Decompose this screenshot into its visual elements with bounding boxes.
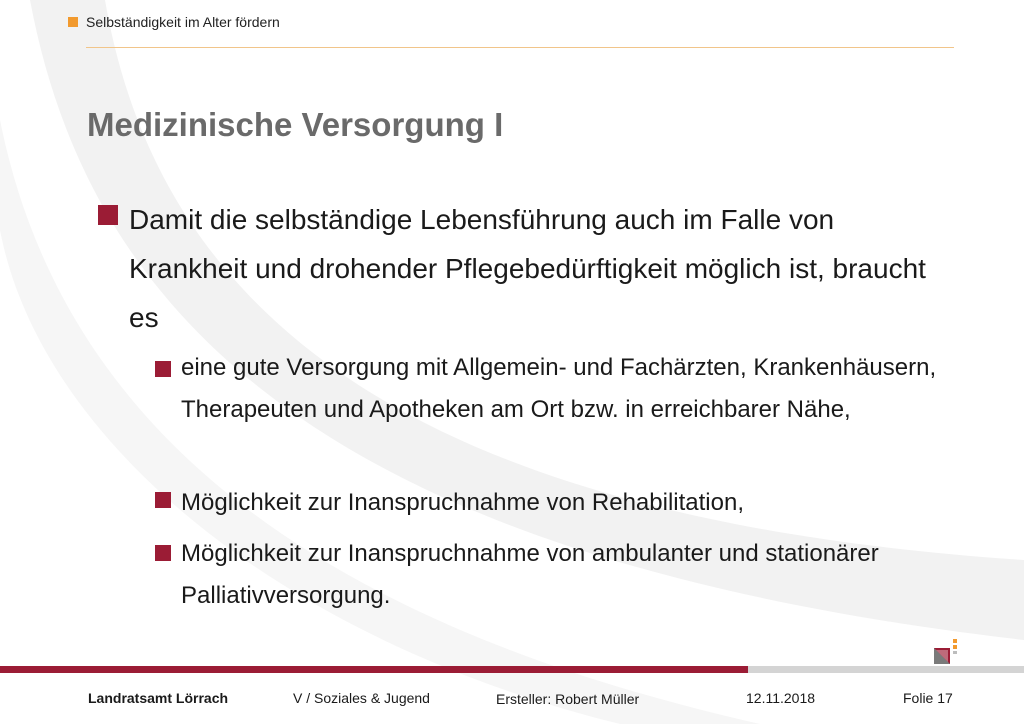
section-marker-icon: [68, 17, 78, 27]
footer-date: 12.11.2018: [746, 690, 816, 706]
footer-author: Ersteller: Robert Müller: [496, 691, 640, 707]
footer-department: V / Soziales & Jugend: [293, 690, 430, 706]
sub-bullet-square-icon: [155, 492, 171, 508]
sub-bullet-text: eine gute Versorgung mit Allgemein- und Fachärzten, Krankenhäusern, Therapeuten und Apotheken am Ort bzw. in erreichbarer Nähe,: [181, 354, 937, 423]
footer-organization: Landratsamt Lörrach: [88, 690, 229, 706]
main-bullet-text: Damit die selbständige Lebensführung auch im Falle von Krankheit und drohender Pflegebedürftigkeit möglich ist, braucht es: [129, 204, 926, 333]
sub-bullet-square-icon: [155, 545, 171, 561]
section-title: Selbständigkeit im Alter fördern: [86, 14, 280, 30]
landratsamt-logo-icon: [930, 636, 960, 666]
footer-page-number: Folie 17: [903, 690, 953, 706]
slide-title: Medizinische Versorgung I: [87, 106, 504, 143]
sub-bullet-text: Möglichkeit zur Inanspruchnahme von Rehabilitation,: [181, 489, 744, 516]
header-divider: [86, 47, 954, 48]
sub-bullet-text: Möglichkeit zur Inanspruchnahme von ambulanter und stationärer Palliativversorgung.: [181, 540, 879, 609]
footer-bar-accent: [0, 666, 748, 673]
bullet-square-icon: [98, 205, 118, 225]
sub-bullet-square-icon: [155, 361, 171, 377]
